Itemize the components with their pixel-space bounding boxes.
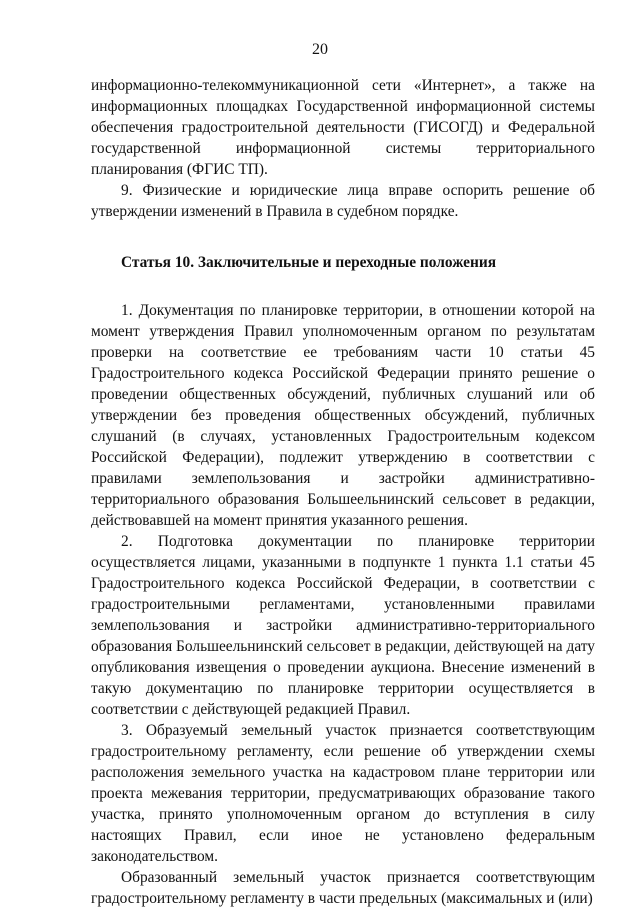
page-content (91, 75, 595, 909)
item-9-paragraph: 9. Физические и юридические лица вправе оспорить решение об утверждении изменений в Правила в судебном порядке. (91, 182, 595, 220)
article-item-1: 1. Документация по планировке территории, в отношении которой на момент утверждения Правил уполномоченным органом по результатам проверки на соответствие ее требованиям части 10 статьи 45 Градостроительного кодекса Российской Федерации принято решение о проведении общественных обсуждений, публичных слушаний или об утверждении без проведения общественных обсуждений, публичных слушаний (в случаях, установленных Градостроительным кодексом Российской Федерации), подлежит утверждению в соответствии с правилами землепользования и застройки административно-территориального образования Большеельнинский сельсовет в редакции, действовавшей на момент принятия указанного решения. (91, 302, 595, 529)
article-heading: Статья 10. Заключительные и переходные положения (121, 254, 497, 271)
article-item-2: 2. Подготовка документации по планировке территории осуществляется лицами, указанными в подпункте 1 пункта 1.1 статьи 45 Градостроительного кодекса Российской Федерации, в соответствии с градостроительными регламентами, установленными правилами землепользования и застройки административно-территориального образования Большеельнинский сельсовет в редакции, действующей на дату опубликования извещения о проведении аукциона. Внесение изменений в такую документацию по планировке территории осуществляется в соответствии с действующей редакцией Правил. (91, 533, 595, 718)
article-item-4: Образованный земельный участок признается соответствующим градостроительному регламенту в части предельных (максимальных и (или) (91, 869, 595, 907)
intro-paragraph: информационно-телекоммуникационной сети «Интернет», а также на информационных площадках Государственной информационной системы обеспечения градостроительной деятельности (ГИСОГД) и Федеральной государственной информационной системы территориального планирования (ФГИС ТП). (91, 77, 595, 178)
page-number: 20 (312, 41, 328, 58)
article-item-3: 3. Образуемый земельный участок признается соответствующим градостроительному регламенту, если решение об утверждении схемы расположения земельного участка на кадастровом плане территории или проекта межевания территории, предусматривающих образование такого участка, принято уполномоченным органом до вступления в силу настоящих Правил, если иное не установлено федеральным законодательством. (91, 722, 595, 865)
